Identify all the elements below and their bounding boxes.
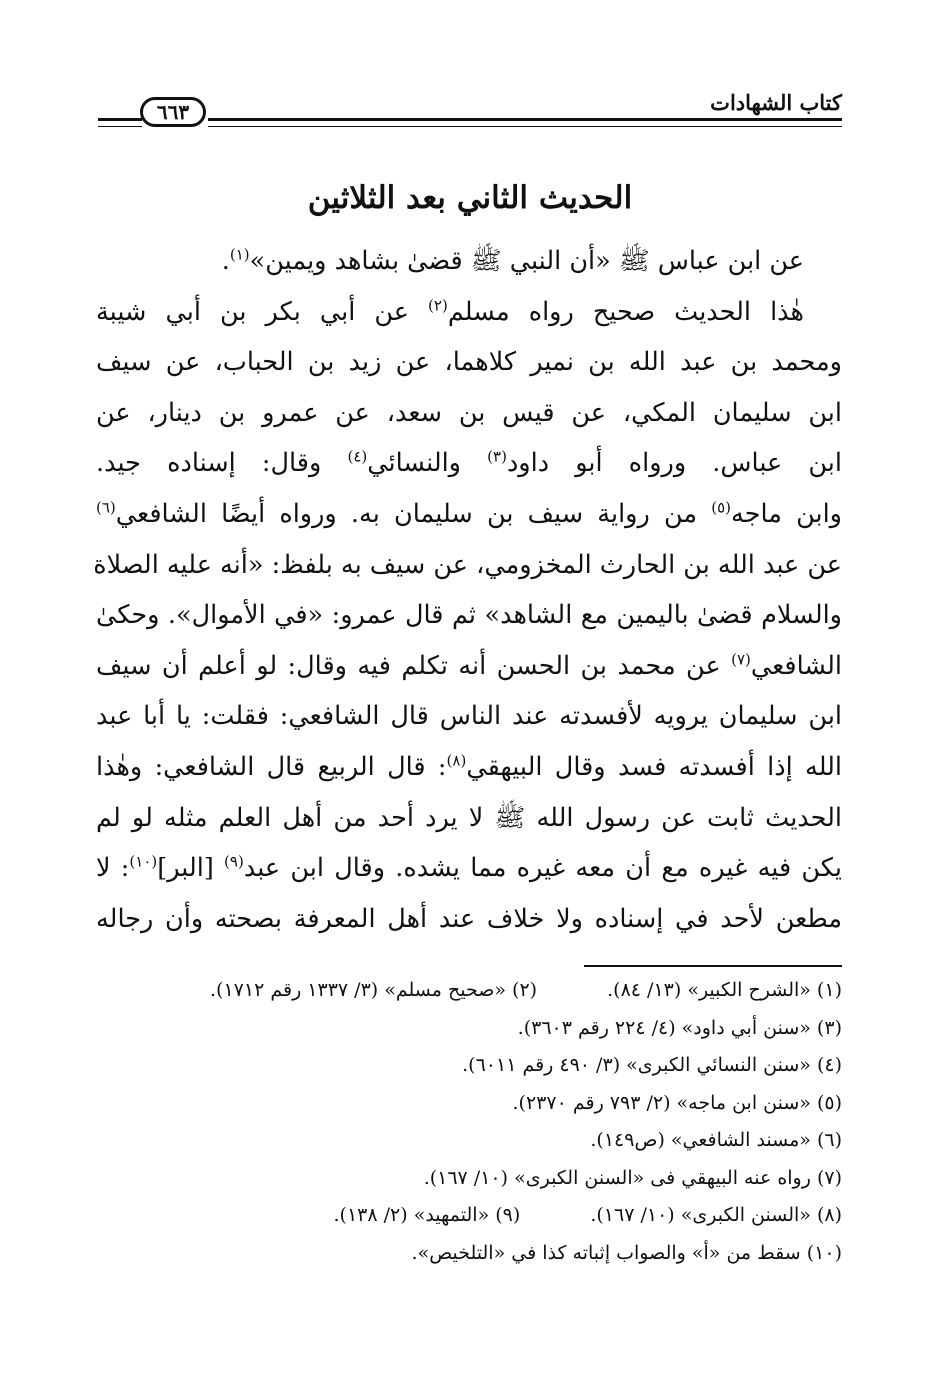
body-line: ومحمد بن عبد الله بن نمير كلاهما، عن زيد بن الحباب، عن سيف: [96, 347, 842, 378]
body-line: ابن سليمان المكي، عن قيس بن سعد، عن عمرو بن دينار، عن: [96, 397, 842, 428]
header-rule-thin: [208, 126, 842, 127]
page-number: ٦٦٣: [140, 97, 206, 127]
body-text: [93, 236, 842, 944]
footnote-7: (٧) رواه عنه البيهقي فى «السنن الكبرى» (١٠/ ١٦٧).: [423, 1166, 842, 1189]
footnotes: [96, 972, 842, 1272]
running-header-title: كتاب الشهادات: [710, 90, 842, 115]
footnote-10: (١٠) سقط من «أ» والصواب إثباته كذا في «التلخيص».: [411, 1241, 842, 1264]
footnote-ref: (٢): [428, 296, 448, 315]
body-line: مطعن لأحد في إسناده ولا خلاف عند أهل المعرفة بصحته وأن رجاله: [96, 903, 842, 934]
header-rule-left-thin: [98, 126, 142, 127]
body-line: الحديث ثابت عن رسول الله ﷺ لا يرد أحد من أهل العلم مثله لو لم: [96, 802, 842, 833]
footnote-separator: [584, 965, 842, 967]
footnote-2: (٢) «صحيح مسلم» (٣/ ١٣٣٧ رقم ١٧١٢).: [210, 979, 538, 1001]
footnote-ref: (١): [229, 245, 250, 264]
section-title: الحديث الثاني بعد الثلاثين: [307, 180, 633, 216]
body-line: هٰذا الحديث صحيح رواه مسلم$^{(٢)}$ عن أبي بكر بن أبي شيبة: [96, 296, 804, 327]
body-line: عن ابن عباس ﷺ «أن النبي ﷺ قضىٰ بشاهد ويمين»$^{(١)}$.: [221, 245, 804, 276]
footnote-ref: (٥): [711, 498, 732, 517]
footnote-ref: (٧): [731, 650, 751, 669]
footnote-ref: (٤): [347, 447, 368, 466]
footnote-ref: (٨): [446, 751, 467, 770]
header-rule: [208, 118, 842, 121]
footnote-9: (٩) «التمهيد» (٢/ ١٣٨).: [333, 1204, 521, 1226]
footnote-1: (١) «الشرح الكبير» (١٣/ ٨٤).: [607, 979, 842, 1001]
body-line: وابن ماجه$^{(٥)}$ من رواية سيف بن سليمان به. ورواه أيضًا الشافعي$^{(٦)}$: [96, 498, 842, 529]
body-line: عن عبد الله بن الحارث المخزومي، عن سيف به بلفظ: «أنه عليه الصلاة: [93, 549, 842, 580]
footnote-8: (٨) «السنن الكبرى» (١٠/ ١٦٧).: [590, 1204, 842, 1226]
body-line: الله إذا أفسدته فسد وقال البيهقي$^{(٨)}$: قال الربيع قال الشافعي: وهٰذا: [96, 751, 842, 782]
footnote-ref: (٦): [96, 498, 116, 517]
body-line: ابن عباس. ورواه أبو داود$^{(٣)}$ والنسائي$^{(٤)}$ وقال: إسناده جيد.: [96, 447, 842, 479]
footnote-3: (٣) «سنن أبي داود» (٤/ ٢٢٤ رقم ٣٦٠٣).: [517, 1016, 842, 1039]
footnote-ref: (١٠): [129, 852, 158, 871]
footnote-ref: (٩): [224, 852, 244, 871]
body-line: ابن سليمان يرويه لأفسدته عند الناس قال الشافعي: فقلت: يا أبا عبد: [96, 701, 842, 732]
footnote-5: (٥) «سنن ابن ماجه» (٢/ ٧٩٣ رقم ٢٣٧٠).: [512, 1091, 842, 1114]
body-line: يكن فيه غيره مع أن معه غيره مما يشده. وقال ابن عبد$^{(٩)}$ [البر]$^{(١٠)}$: لا: [96, 852, 842, 884]
body-line: والسلام قضىٰ باليمين مع الشاهد» ثم قال عمرو: «في الأموال». وحكىٰ: [96, 600, 842, 631]
header-rule-left: [98, 118, 142, 121]
body-line: الشافعي$^{(٧)}$ عن محمد بن الحسن أنه تكلم فيه وقال: لو أعلم أن سيف: [96, 650, 842, 681]
footnote-ref: (٣): [487, 447, 507, 466]
footnote-row: [96, 1197, 842, 1235]
footnote-4: (٤) «سنن النسائي الكبرى» (٣/ ٤٩٠ رقم ٦٠١١).: [462, 1054, 842, 1076]
footnote-6: (٦) «مسند الشافعي» (ص١٤٩).: [590, 1129, 842, 1151]
footnote-row: [96, 972, 842, 1010]
